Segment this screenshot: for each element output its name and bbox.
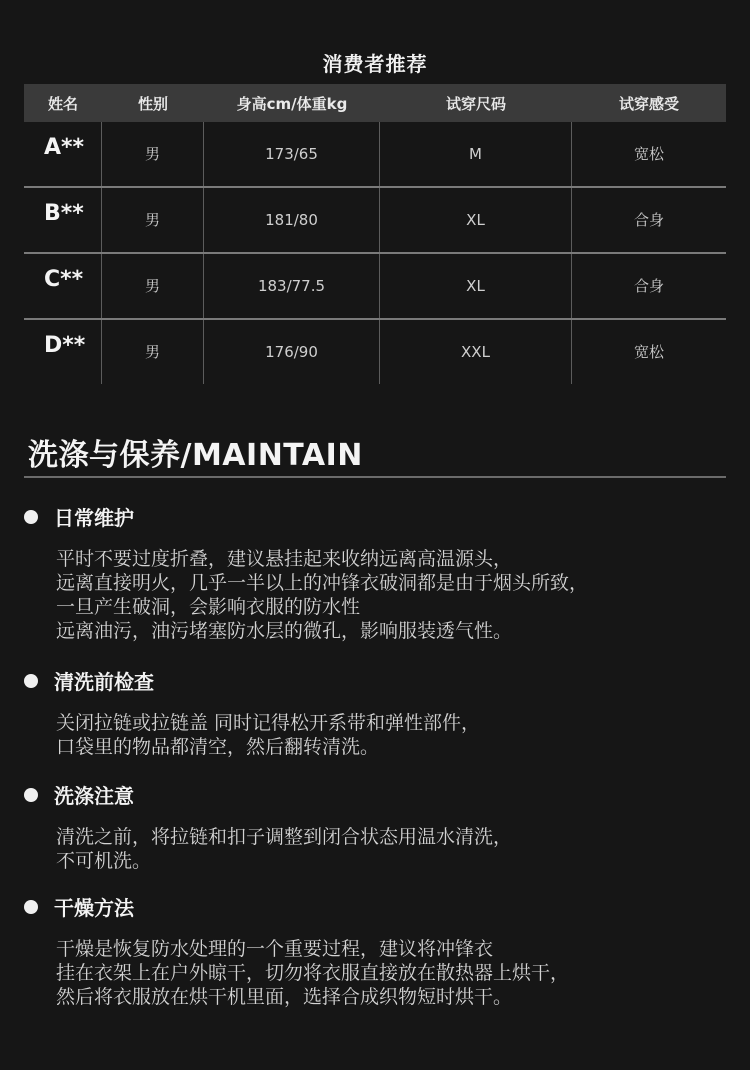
header-gender: 性别 [137,94,168,113]
care-line: 不可机洗。 [56,850,152,872]
care-section-body [56,711,724,759]
care-section-title-text: 干燥方法 [54,896,134,920]
care-section-title-text: 日常维护 [54,506,134,530]
table-row [24,320,726,384]
care-section-body [56,547,724,643]
cell-height-weight: 173/65 [204,122,380,186]
cell-height-weight: 176/90 [204,320,380,384]
cell-feel: 合身 [633,277,664,295]
cell-feel: 宽松 [633,145,664,163]
cell-gender: 男 [102,320,204,384]
care-section-title [24,666,724,695]
table-header-row [24,84,726,122]
cell-feel: 宽松 [633,343,664,361]
cell-feel: 合身 [633,211,664,229]
cell-gender: 男 [102,254,204,318]
cell-size: XXL [380,320,572,384]
cell-height-weight: 181/80 [204,188,380,252]
bullet-icon [24,510,38,524]
care-section-body [56,825,724,873]
care-section-title [24,892,724,921]
cell-name: B** [24,188,102,252]
care-line: 干燥是恢复防水处理的一个重要过程，建议将冲锋衣 [56,938,494,960]
cell-gender: 男 [102,122,204,186]
header-size: 试穿尺码 [445,94,506,113]
care-line: 远离直接明火，几乎一半以上的冲锋衣破洞都是由于烟头所致， [56,572,589,594]
care-section-title-text: 洗涤注意 [54,784,134,808]
care-section-body [56,937,724,1009]
table-title: 消费者推荐 [322,52,428,76]
care-section-daily [24,502,724,643]
care-line: 挂在衣架上在户外晾干，切勿将衣服直接放在散热器上烘干， [56,962,570,984]
care-section-title [24,780,724,809]
cell-height-weight: 183/77.5 [204,254,380,318]
care-section-wash-notes [24,780,724,873]
table-row [24,254,726,320]
cell-gender: 男 [102,188,204,252]
bullet-icon [24,674,38,688]
cell-name: D** [24,320,102,384]
bullet-icon [24,788,38,802]
cell-size: M [380,122,572,186]
care-line: 远离油污，油污堵塞防水层的微孔，影响服装透气性。 [56,620,513,642]
care-line: 关闭拉链或拉链盖 同时记得松开系带和弹性部件， [56,712,481,734]
cell-name: C** [24,254,102,318]
care-section-title-text: 清洗前检查 [54,670,154,694]
care-line: 一旦产生破洞，会影响衣服的防水性 [56,596,361,618]
bullet-icon [24,900,38,914]
care-line: 平时不要过度折叠，建议悬挂起来收纳远离高温源头， [56,548,513,570]
table-row [24,188,726,254]
fit-recommendation-table [24,84,726,384]
heading-divider [24,476,726,478]
care-line: 清洗之前，将拉链和扣子调整到闭合状态用温水清洗， [56,826,513,848]
care-line: 然后将衣服放在烘干机里面，选择合成织物短时烘干。 [56,986,513,1008]
header-name: 姓名 [47,94,78,113]
cell-size: XL [380,254,572,318]
care-section-title [24,502,724,531]
care-heading: 洗涤与保养/MAINTAIN [28,438,363,473]
care-section-drying [24,892,724,1009]
table-row [24,122,726,188]
cell-name: A** [24,122,102,186]
header-height-weight: 身高cm/体重kg [236,94,348,113]
care-section-pre-wash [24,666,724,759]
care-line: 口袋里的物品都清空，然后翻转清洗。 [56,736,380,758]
header-feel: 试穿感受 [618,94,679,113]
cell-size: XL [380,188,572,252]
